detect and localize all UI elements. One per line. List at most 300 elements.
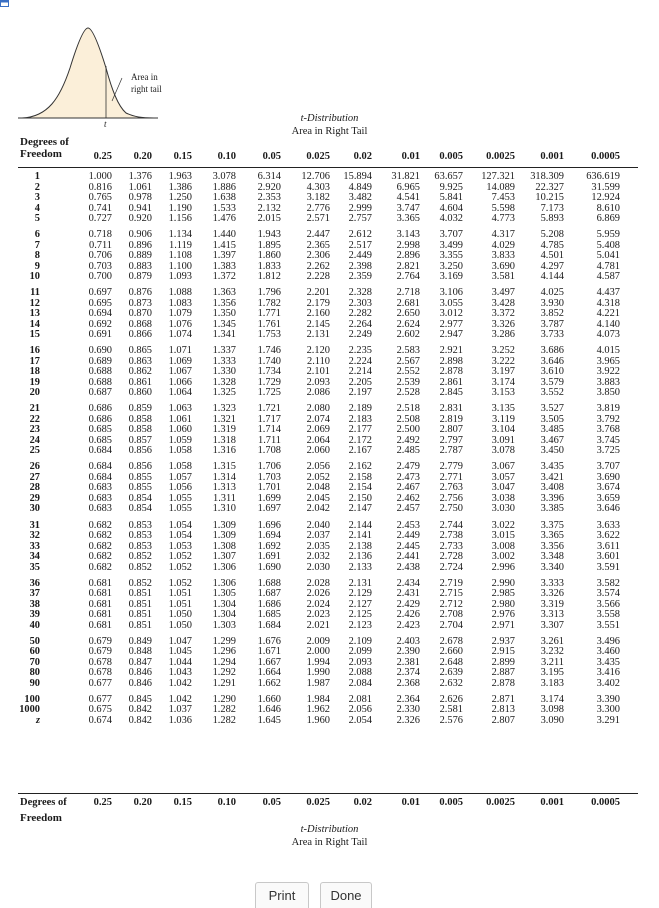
value-cell: 3.833	[491, 250, 515, 262]
df-cell: 40	[29, 619, 40, 631]
value-cell: 12.706	[301, 171, 330, 182]
value-cell: 0.688	[88, 366, 112, 378]
value-cell: 3.355	[439, 250, 463, 262]
value-cell: 1.053	[168, 540, 192, 552]
value-cell: 1.074	[168, 329, 192, 341]
value-cell: 1.687	[257, 588, 281, 600]
value-cell: 0.861	[128, 376, 152, 388]
value-cell: 2.899	[491, 656, 515, 668]
value-cell: 3.768	[596, 424, 620, 436]
value-cell: 1.055	[168, 492, 192, 504]
value-cell: 2.426	[396, 609, 420, 621]
value-cell: 1.796	[257, 287, 281, 299]
value-cell: 1.696	[257, 519, 281, 531]
value-cell: 127.321	[481, 171, 515, 182]
value-cell: 2.977	[439, 318, 463, 330]
value-cell: 3.566	[596, 598, 620, 610]
value-cell: 3.195	[540, 667, 564, 679]
df-cell: 34	[29, 551, 40, 563]
value-cell: 1.341	[212, 329, 236, 341]
table-row	[18, 214, 640, 225]
value-cell: 3.745	[596, 434, 620, 446]
value-cell: 1.397	[212, 250, 236, 262]
value-cell: 3.659	[596, 492, 620, 504]
value-cell: 4.781	[596, 260, 620, 272]
value-cell: 0.858	[128, 424, 152, 436]
value-cell: 3.428	[491, 297, 515, 309]
value-cell: 31.599	[591, 181, 620, 193]
value-cell: 3.574	[596, 588, 620, 600]
df-cell: 3	[34, 192, 40, 203]
value-cell: 1.066	[168, 376, 192, 388]
value-cell: 4.029	[491, 239, 515, 251]
value-cell: 2.449	[396, 530, 420, 542]
value-cell: 2.282	[348, 308, 372, 320]
value-cell: 2.120	[306, 345, 330, 357]
value-cell: 2.807	[439, 424, 463, 436]
df-cell: 32	[29, 530, 40, 542]
value-cell: 2.224	[348, 355, 372, 367]
value-cell: 2.132	[257, 202, 281, 214]
column-header-0_0025: 0.0025	[486, 151, 515, 162]
value-cell: 2.921	[439, 345, 463, 357]
value-cell: 0.858	[128, 413, 152, 425]
value-cell: 2.101	[306, 366, 330, 378]
value-cell: 0.690	[88, 345, 112, 357]
value-cell: 3.922	[596, 366, 620, 378]
value-cell: 2.750	[439, 503, 463, 515]
value-cell: 2.214	[348, 366, 372, 378]
value-cell: 1.646	[257, 704, 281, 716]
value-cell: 4.849	[348, 181, 372, 193]
value-cell: 2.423	[396, 619, 420, 631]
value-cell: 1.061	[128, 181, 152, 193]
value-cell: 4.587	[596, 271, 620, 283]
value-cell: 0.906	[128, 229, 152, 241]
value-cell: 0.684	[88, 461, 112, 473]
value-cell: 1.660	[257, 693, 281, 705]
value-cell: 2.129	[348, 588, 372, 600]
bottom-title-line2: Area in Right Tail	[291, 837, 368, 848]
value-cell: 2.023	[306, 609, 330, 621]
value-cell: 2.144	[348, 519, 372, 531]
value-cell: 0.694	[88, 308, 112, 320]
df-cell: 16	[29, 345, 40, 357]
table-row	[18, 388, 640, 399]
value-cell: 3.022	[491, 519, 515, 531]
value-cell: 8.610	[596, 202, 620, 214]
value-cell: 0.681	[88, 588, 112, 600]
value-cell: 1.711	[258, 434, 281, 446]
value-cell: 1.333	[212, 355, 236, 367]
done-button[interactable]: Done	[320, 882, 372, 908]
value-cell: 3.232	[540, 646, 564, 658]
value-cell: 2.453	[396, 519, 420, 531]
value-cell: 3.499	[439, 239, 463, 251]
value-cell: 3.286	[491, 329, 515, 341]
value-cell: 3.153	[491, 387, 515, 399]
value-cell: 2.457	[396, 503, 420, 515]
value-cell: 0.852	[128, 577, 152, 589]
value-cell: 2.624	[396, 318, 420, 330]
value-cell: 3.581	[491, 271, 515, 283]
value-cell: 2.441	[396, 551, 420, 563]
table-row	[18, 330, 640, 341]
value-cell: 3.497	[491, 287, 515, 299]
df-cell: 7	[34, 239, 40, 251]
value-cell: 0.692	[88, 318, 112, 330]
value-cell: 1.703	[257, 471, 281, 483]
value-cell: 2.099	[348, 646, 372, 658]
value-cell: 1.250	[168, 192, 192, 203]
value-cell: 3.450	[540, 445, 564, 457]
value-cell: 1.308	[212, 540, 236, 552]
column-header-0_01: 0.01	[401, 151, 420, 162]
value-cell: 0.879	[128, 271, 152, 283]
header-rule	[18, 167, 638, 168]
value-cell: 2.757	[348, 213, 372, 224]
value-cell: 0.686	[88, 403, 112, 415]
value-cell: 2.368	[396, 677, 420, 689]
value-cell: 3.579	[540, 376, 564, 388]
value-cell: 1.345	[212, 318, 236, 330]
df-cell: 25	[29, 445, 40, 457]
value-cell: 3.690	[596, 471, 620, 483]
value-cell: 7.453	[491, 192, 515, 203]
value-cell: 0.683	[88, 492, 112, 504]
value-cell: 1.054	[168, 519, 192, 531]
value-cell: 4.541	[396, 192, 420, 203]
footer-column-row	[0, 797, 659, 811]
value-cell: 3.067	[491, 461, 515, 473]
value-cell: 1.860	[257, 250, 281, 262]
value-cell: 1.533	[212, 202, 236, 214]
df-cell: 50	[29, 635, 40, 647]
value-cell: 3.551	[596, 619, 620, 631]
value-cell: 0.856	[128, 461, 152, 473]
value-cell: 0.848	[128, 646, 152, 658]
value-cell: 0.889	[128, 250, 152, 262]
value-cell: 1.990	[306, 667, 330, 679]
value-cell: 2.485	[396, 445, 420, 457]
value-cell: 2.787	[439, 445, 463, 457]
value-cell: 1.042	[168, 677, 192, 689]
value-cell: 1.960	[306, 714, 330, 726]
value-cell: 4.073	[596, 329, 620, 341]
value-cell: 0.700	[88, 271, 112, 283]
value-cell: 2.996	[491, 561, 515, 573]
value-cell: 2.878	[439, 366, 463, 378]
t-label: t	[104, 119, 107, 129]
value-cell: 1.036	[168, 714, 192, 726]
value-cell: 2.517	[348, 239, 372, 251]
value-cell: 0.681	[88, 619, 112, 631]
value-cell: 0.856	[128, 445, 152, 457]
value-cell: 1.059	[168, 434, 192, 446]
value-cell: 1.328	[212, 376, 236, 388]
value-cell: 1.190	[168, 202, 192, 214]
value-cell: 2.127	[348, 598, 372, 610]
value-cell: 4.501	[540, 250, 564, 262]
value-cell: 1.290	[212, 693, 236, 705]
value-cell: 1.305	[212, 588, 236, 600]
value-cell: 2.064	[306, 434, 330, 446]
value-cell: 2.704	[439, 619, 463, 631]
value-cell: 2.807	[491, 714, 515, 726]
value-cell: 4.297	[540, 260, 564, 272]
value-cell: 3.591	[596, 561, 620, 573]
print-button[interactable]: Print	[255, 882, 309, 908]
value-cell: 2.262	[306, 260, 330, 272]
value-cell: 1.119	[169, 239, 192, 251]
df-cell: 33	[29, 540, 40, 552]
value-cell: 2.093	[306, 376, 330, 388]
value-cell: 4.032	[439, 213, 463, 224]
value-cell: 2.167	[348, 445, 372, 457]
value-cell: 2.937	[491, 635, 515, 647]
value-cell: 5.408	[596, 239, 620, 251]
footer-column-0_0005: 0.0005	[591, 797, 620, 808]
value-cell: 4.221	[596, 308, 620, 320]
value-cell: 3.222	[491, 355, 515, 367]
value-cell: 3.725	[596, 445, 620, 457]
value-cell: 4.303	[306, 181, 330, 193]
value-cell: 2.508	[396, 413, 420, 425]
area-label-line1: Area in	[131, 72, 158, 82]
value-cell: 3.396	[540, 492, 564, 504]
value-cell: 0.854	[128, 492, 152, 504]
value-cell: 3.365	[540, 530, 564, 542]
value-cell: 0.816	[88, 181, 112, 193]
value-cell: 3.047	[491, 482, 515, 494]
value-cell: 1.386	[168, 181, 192, 193]
value-cell: 1.383	[212, 260, 236, 272]
value-cell: 2.264	[348, 318, 372, 330]
value-cell: 3.211	[541, 656, 564, 668]
value-cell: 2.042	[306, 503, 330, 515]
value-cell: 1.994	[306, 656, 330, 668]
value-cell: 1.686	[257, 598, 281, 610]
value-cell: 14.089	[486, 181, 515, 193]
value-cell: 1.363	[212, 287, 236, 299]
value-cell: 1.064	[168, 387, 192, 399]
value-cell: 3.182	[306, 192, 330, 203]
value-cell: 2.381	[396, 656, 420, 668]
value-cell: 1.052	[168, 561, 192, 573]
df-cell: 26	[29, 461, 40, 473]
value-cell: 2.162	[348, 461, 372, 473]
value-cell: 1.671	[257, 646, 281, 658]
value-cell: 2.947	[439, 329, 463, 341]
value-cell: 0.678	[88, 667, 112, 679]
value-cell: 3.333	[540, 577, 564, 589]
value-cell: 0.689	[88, 355, 112, 367]
value-cell: 1.638	[212, 192, 236, 203]
value-cell: 2.081	[348, 693, 372, 705]
value-cell: 3.326	[540, 588, 564, 600]
value-cell: 2.328	[348, 287, 372, 299]
column-header-0_005: 0.005	[439, 151, 463, 162]
value-cell: 1.645	[257, 714, 281, 726]
value-cell: 1.303	[212, 619, 236, 631]
value-cell: 4.604	[439, 202, 463, 214]
value-cell: 2.133	[348, 561, 372, 573]
value-cell: 0.727	[88, 213, 112, 224]
value-cell: 0.870	[128, 308, 152, 320]
value-cell: 2.763	[439, 482, 463, 494]
value-cell: 1.812	[257, 271, 281, 283]
value-cell: 0.853	[128, 530, 152, 542]
value-cell: 2.026	[306, 588, 330, 600]
value-cell: 2.158	[348, 471, 372, 483]
value-cell: 3.174	[540, 693, 564, 705]
column-header-0_0005: 0.0005	[591, 151, 620, 162]
df-cell: 12	[29, 297, 40, 309]
value-cell: 1.056	[168, 482, 192, 494]
value-cell: 3.965	[596, 355, 620, 367]
value-cell: 2.861	[439, 376, 463, 388]
row-group	[18, 404, 640, 457]
value-cell: 1.067	[168, 366, 192, 378]
value-cell: 3.527	[540, 403, 564, 415]
value-cell: 1.052	[168, 551, 192, 563]
value-cell: 2.235	[348, 345, 372, 357]
footer-degrees-line1: Degrees of	[20, 797, 67, 808]
value-cell: 2.141	[348, 530, 372, 542]
value-cell: 3.646	[596, 503, 620, 515]
value-cell: 2.390	[396, 646, 420, 658]
value-cell: 3.372	[491, 308, 515, 320]
value-cell: 2.971	[491, 619, 515, 631]
value-cell: 0.765	[88, 192, 112, 203]
value-cell: 1.311	[213, 492, 236, 504]
value-cell: 1.058	[168, 461, 192, 473]
value-cell: 0.873	[128, 297, 152, 309]
value-cell: 2.060	[306, 445, 330, 457]
value-cell: 1.729	[257, 376, 281, 388]
value-cell: 1.761	[257, 318, 281, 330]
value-cell: 3.375	[540, 519, 564, 531]
value-cell: 9.925	[439, 181, 463, 193]
value-cell: 3.883	[596, 376, 620, 388]
value-cell: 1.667	[257, 656, 281, 668]
value-cell: 1.694	[257, 530, 281, 542]
df-cell: 100	[24, 693, 40, 705]
value-cell: 0.851	[128, 609, 152, 621]
value-cell: 5.893	[540, 213, 564, 224]
value-cell: 1.319	[212, 424, 236, 436]
row-group	[18, 695, 640, 727]
value-cell: 2.069	[306, 424, 330, 436]
df-cell: 21	[29, 403, 40, 415]
df-cell: 27	[29, 471, 40, 483]
value-cell: 1.051	[168, 588, 192, 600]
df-cell: 80	[29, 667, 40, 679]
value-cell: 3.610	[540, 366, 564, 378]
value-cell: 3.291	[596, 714, 620, 726]
value-cell: 2.040	[306, 519, 330, 531]
value-cell: 0.855	[128, 482, 152, 494]
footer-degrees-line2: Freedom	[20, 812, 62, 824]
value-cell: 1.708	[257, 445, 281, 457]
value-cell: 0.853	[128, 540, 152, 552]
value-cell: 3.169	[439, 271, 463, 283]
column-header-0_001: 0.001	[540, 151, 564, 162]
value-cell: 1.692	[257, 540, 281, 552]
df-cell: 2	[34, 181, 40, 193]
value-cell: 3.348	[540, 551, 564, 563]
df-cell: 20	[29, 387, 40, 399]
value-cell: 0.860	[128, 387, 152, 399]
value-cell: 2.708	[439, 609, 463, 621]
value-cell: 2.364	[396, 693, 420, 705]
value-cell: 2.492	[396, 434, 420, 446]
value-cell: 2.024	[306, 598, 330, 610]
value-cell: 2.056	[306, 461, 330, 473]
value-cell: 2.626	[439, 693, 463, 705]
value-cell: 1.987	[306, 677, 330, 689]
value-cell: 63.657	[434, 171, 463, 182]
value-cell: 3.558	[596, 609, 620, 621]
value-cell: 0.677	[88, 693, 112, 705]
value-cell: 0.865	[128, 345, 152, 357]
value-cell: 1.325	[212, 387, 236, 399]
value-cell: 2.431	[396, 588, 420, 600]
value-cell: 2.467	[396, 482, 420, 494]
row-group	[18, 521, 640, 574]
value-cell: 3.197	[491, 366, 515, 378]
value-cell: 5.598	[491, 202, 515, 214]
df-cell: 4	[34, 202, 40, 214]
value-cell: 2.999	[348, 202, 372, 214]
row-group	[18, 346, 640, 399]
value-cell: 1.699	[257, 492, 281, 504]
value-cell: 1.294	[212, 656, 236, 668]
value-cell: 3.183	[540, 677, 564, 689]
value-cell: 0.862	[128, 366, 152, 378]
value-cell: 1.963	[168, 171, 192, 182]
value-cell: 2.479	[396, 461, 420, 473]
value-cell: 4.437	[596, 287, 620, 299]
value-cell: 1.307	[212, 551, 236, 563]
value-cell: 2.602	[396, 329, 420, 341]
value-cell: 3.002	[491, 551, 515, 563]
value-cell: 6.314	[257, 171, 281, 182]
column-header-0_02: 0.02	[353, 151, 372, 162]
value-cell: 0.681	[88, 598, 112, 610]
df-cell: 19	[29, 376, 40, 388]
value-cell: 2.887	[491, 667, 515, 679]
value-cell: 3.622	[596, 530, 620, 542]
value-cell: 3.633	[596, 519, 620, 531]
value-cell: 3.078	[212, 171, 236, 182]
value-cell: 2.871	[491, 693, 515, 705]
value-cell: 2.045	[306, 492, 330, 504]
df-cell: 17	[29, 355, 40, 367]
value-cell: 3.261	[540, 635, 564, 647]
value-cell: 0.868	[128, 318, 152, 330]
value-cell: 3.015	[491, 530, 515, 542]
value-cell: 2.756	[439, 492, 463, 504]
value-cell: 0.852	[128, 551, 152, 563]
table-row	[18, 193, 640, 204]
value-cell: 1.318	[212, 434, 236, 446]
column-header-0_25: 0.25	[93, 151, 112, 162]
value-cell: 0.685	[88, 434, 112, 446]
value-cell: 2.145	[306, 318, 330, 330]
value-cell: 1.943	[257, 229, 281, 241]
value-cell: 1.337	[212, 345, 236, 357]
